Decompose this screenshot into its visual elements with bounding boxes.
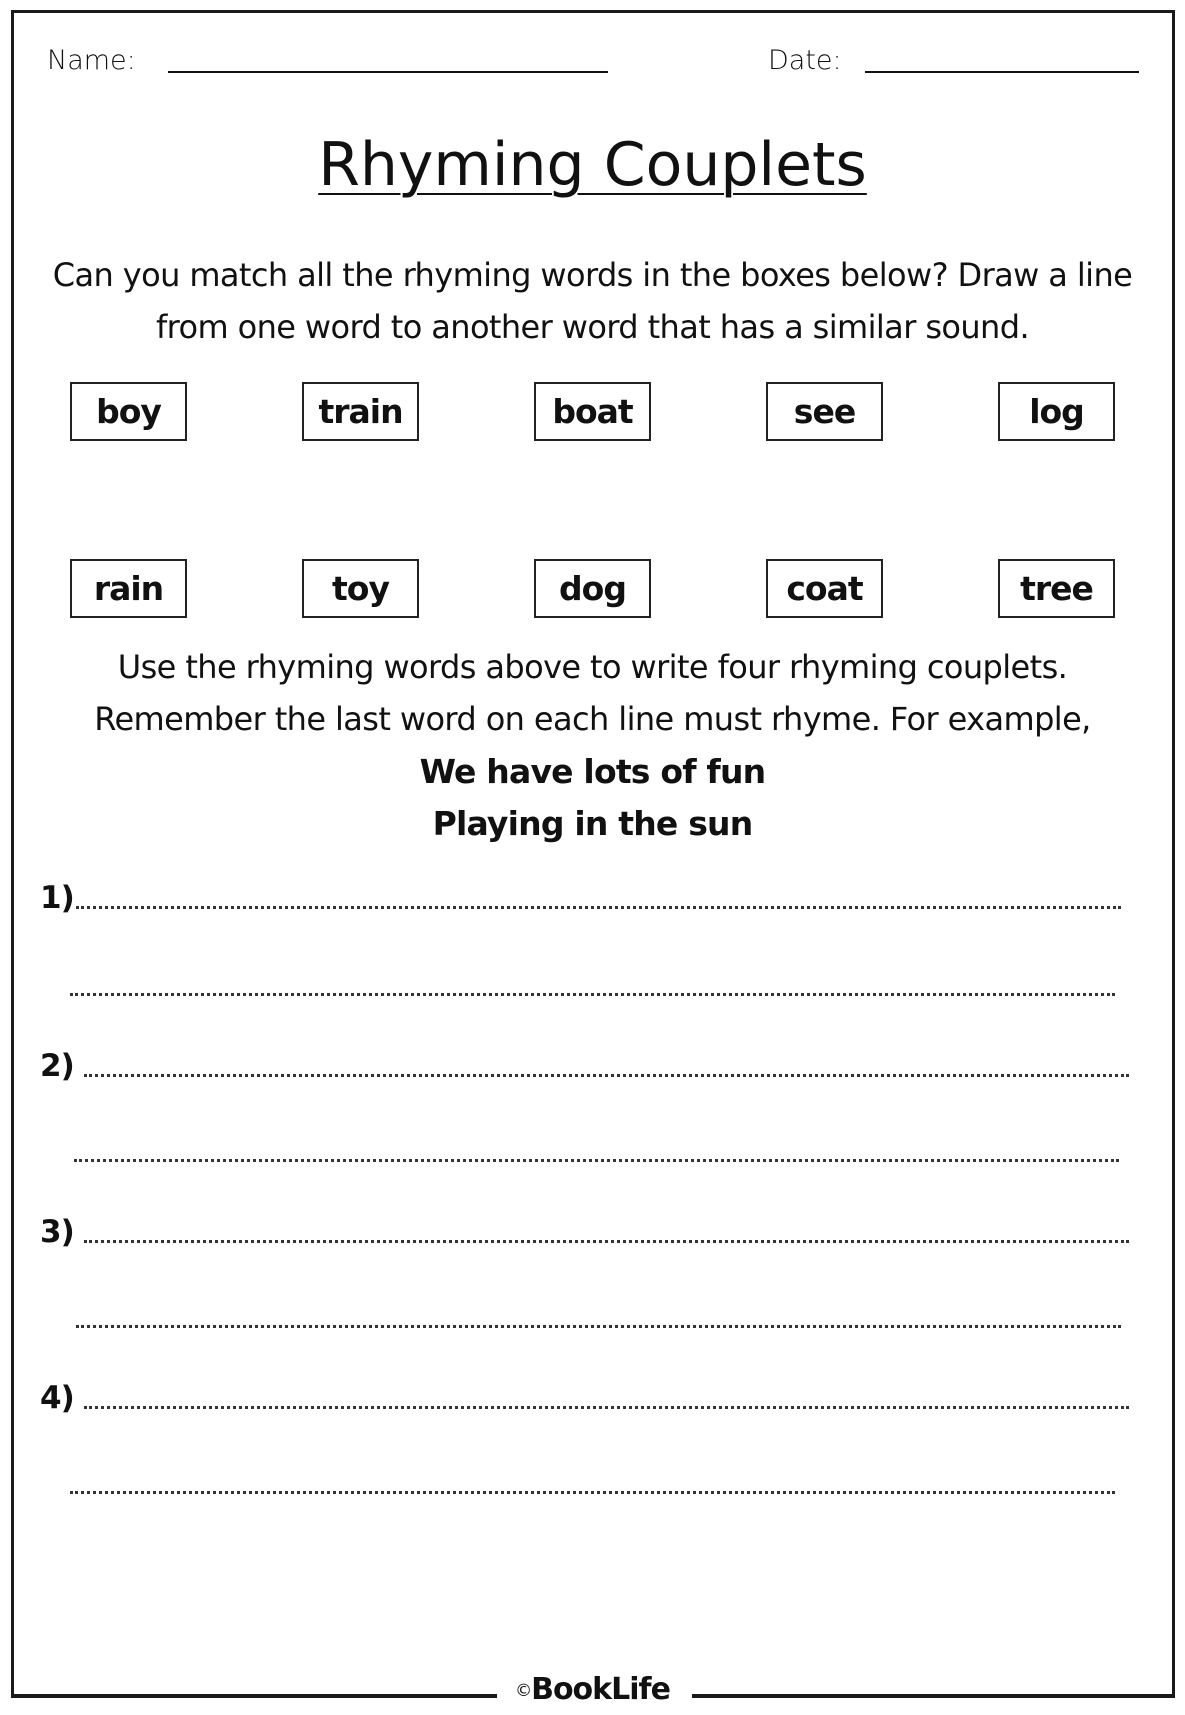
writing-line[interactable] <box>84 1240 1129 1243</box>
date-field[interactable] <box>865 71 1139 73</box>
name-label: Name: <box>47 45 136 76</box>
page-title: Rhyming Couplets <box>318 130 867 200</box>
word-box[interactable]: toy <box>302 559 419 618</box>
date-label: Date: <box>768 45 842 76</box>
word-box[interactable]: tree <box>998 559 1115 618</box>
word-box[interactable]: boat <box>534 382 651 441</box>
couplet-number: 4) <box>40 1380 74 1416</box>
couplet-instruction-1: Use the rhyming words above to write four rhyming couplets. <box>117 648 1068 686</box>
word-box[interactable]: boy <box>70 382 187 441</box>
copyright-symbol: © <box>515 1681 532 1701</box>
word-box[interactable]: rain <box>70 559 187 618</box>
word-box[interactable]: dog <box>534 559 651 618</box>
example-line-1: We have lots of fun <box>419 752 766 791</box>
word-box[interactable]: train <box>302 382 419 441</box>
couplet-instruction-2: Remember the last word on each line must rhyme. For example, <box>94 700 1091 738</box>
instruction-line-1: Can you match all the rhyming words in the boxes below? Draw a line <box>52 256 1133 294</box>
word-box[interactable]: log <box>998 382 1115 441</box>
writing-line[interactable] <box>70 993 1115 996</box>
example-line-2: Playing in the sun <box>432 804 753 843</box>
writing-line[interactable] <box>76 1325 1121 1328</box>
booklife-logo <box>0 1672 1185 1707</box>
brand-name: BookLife <box>531 1672 670 1707</box>
instruction-line-2: from one word to another word that has a similar sound. <box>155 308 1030 346</box>
word-box[interactable]: coat <box>766 559 883 618</box>
name-field[interactable] <box>168 71 608 73</box>
writing-line[interactable] <box>76 906 1121 909</box>
couplet-number: 1) <box>40 880 74 916</box>
couplet-number: 2) <box>40 1048 74 1084</box>
writing-line[interactable] <box>70 1491 1115 1494</box>
writing-line[interactable] <box>84 1074 1129 1077</box>
writing-line[interactable] <box>84 1406 1129 1409</box>
writing-line[interactable] <box>74 1159 1119 1162</box>
word-box[interactable]: see <box>766 382 883 441</box>
couplet-number: 3) <box>40 1214 74 1250</box>
